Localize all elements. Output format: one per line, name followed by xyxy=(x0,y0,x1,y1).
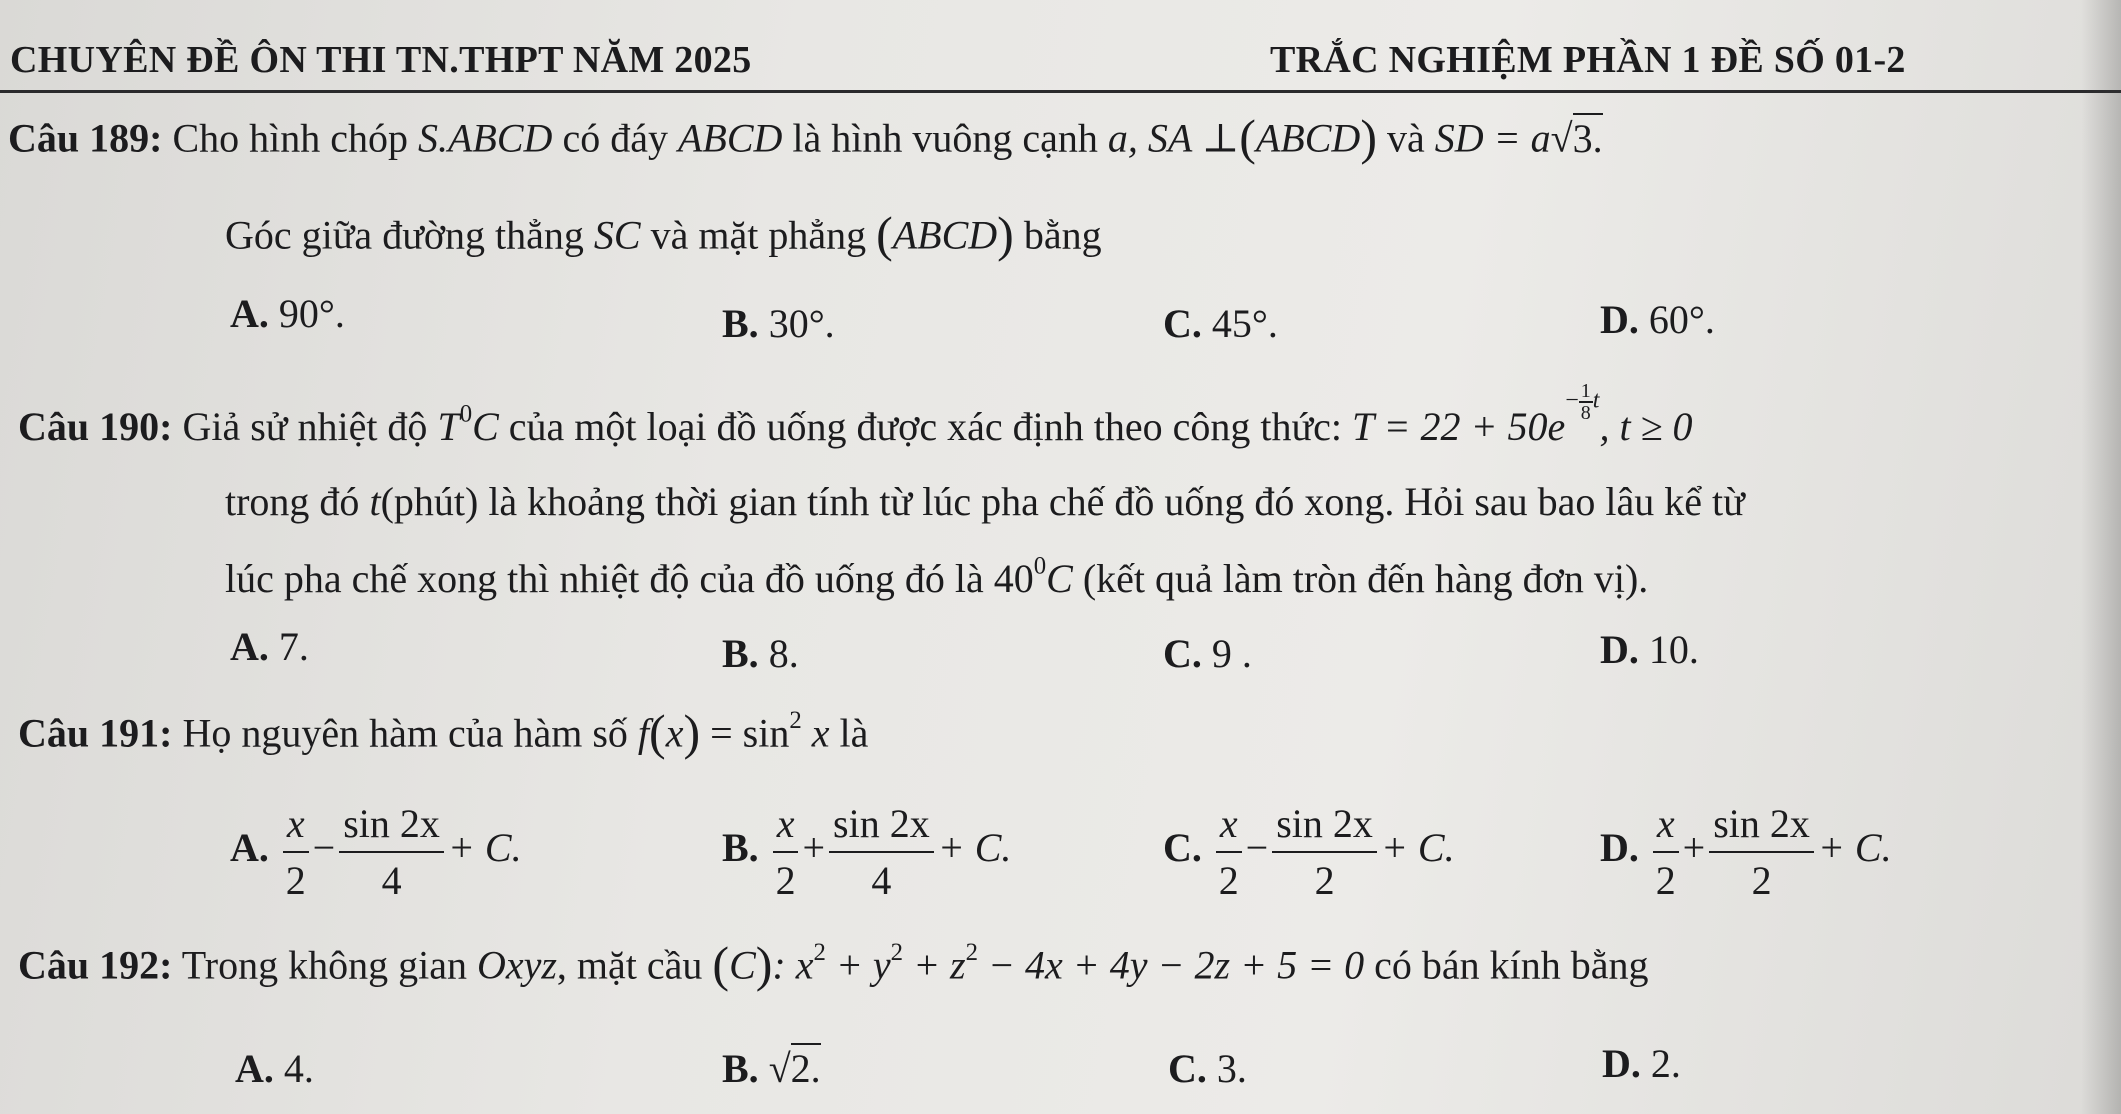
q189-sc: SC xyxy=(593,212,641,258)
q192-option-a xyxy=(235,1045,314,1092)
q191-opt-a-n1: x xyxy=(283,800,309,853)
q191-option-b xyxy=(722,800,1011,904)
q191-opt-c-d2: 2 xyxy=(1314,858,1335,903)
q189-cond2a: SD = a xyxy=(1434,115,1551,161)
page-edge-shadow xyxy=(2081,0,2121,1114)
q189-opt-d-label: D. xyxy=(1600,297,1639,342)
q191-opt-d-d2: 2 xyxy=(1751,858,1772,903)
q190-exp-num: 1 xyxy=(1580,380,1591,403)
q189-pyramid: S.ABCD xyxy=(418,115,553,161)
q189-option-d xyxy=(1600,296,1715,343)
q192-option-b xyxy=(722,1045,821,1092)
q191-opt-d-n2: sin 2x xyxy=(1709,800,1814,853)
q191-opt-c-n2: sin 2x xyxy=(1272,800,1377,853)
q191-pow: 2 xyxy=(789,706,802,734)
q191-opt-b-op: + xyxy=(802,825,826,871)
q190-opt-d-value: 10. xyxy=(1648,627,1699,672)
q191-opt-a-label: A. xyxy=(230,825,269,871)
q190-option-c xyxy=(1163,630,1252,677)
q192-eq-a: : x xyxy=(772,942,814,988)
q190-text-a: Giả sử nhiệt độ xyxy=(182,404,428,449)
q190-exp-fraction xyxy=(1579,381,1593,423)
q191-opt-d-frac1 xyxy=(1653,800,1679,904)
q189-line2-a: Góc giữa đường thẳng xyxy=(225,212,584,258)
q190-exp-minus: − xyxy=(1565,388,1579,414)
q190-line2: (phút) là khoảng thời gian tính từ lúc pha chế đồ uống đó xong. Hỏi sau bao lâu kể từ xyxy=(380,479,1745,524)
q192-option-c xyxy=(1168,1045,1247,1092)
sqrt-icon: √ xyxy=(768,1046,791,1091)
q191-opt-d-n1: x xyxy=(1653,800,1679,853)
q190-line3 xyxy=(225,552,1649,602)
q191-opt-a-tail: + C. xyxy=(447,825,522,871)
q191-opt-b-n1: x xyxy=(773,800,799,853)
q190-opt-a-value: 7. xyxy=(278,624,309,669)
q191-opt-b-n2: sin 2x xyxy=(829,800,934,853)
q192-opt-d-value: 2. xyxy=(1650,1041,1681,1086)
q192-pow-y: 2 xyxy=(890,938,904,966)
q191-opt-a-frac1 xyxy=(283,800,309,904)
q191-opt-a-frac2 xyxy=(339,800,444,904)
q192-pow-z: 2 xyxy=(965,938,979,966)
q190-opt-d-label: D. xyxy=(1600,627,1639,672)
q189-opt-c-label: C. xyxy=(1163,301,1202,346)
q191-text-a: Họ nguyên hàm của hàm số xyxy=(182,710,628,756)
q191-x: x xyxy=(811,710,830,756)
q189-text-d: và xyxy=(1386,115,1425,161)
q189-base: ABCD xyxy=(677,115,783,161)
q189-plane: ABCD xyxy=(1255,115,1361,161)
q191-opt-c-n1: x xyxy=(1216,800,1242,853)
q190-exp-var: t xyxy=(1592,388,1600,414)
q192-opt-d-label: D. xyxy=(1602,1041,1641,1086)
q189-line2-c: bằng xyxy=(1023,212,1102,258)
q192-sphere: C xyxy=(729,942,756,988)
q191-text-b: là xyxy=(839,710,869,756)
q190-exponent xyxy=(1565,381,1599,423)
q191-line1: Câu 191: Họ nguyên hàm của hàm số $f(x) = \sin^2 x$ là xyxy=(18,704,869,760)
q192-pow-x: 2 xyxy=(813,938,826,966)
q189-option-a xyxy=(230,290,345,337)
q190-option-a xyxy=(230,623,309,670)
header-divider xyxy=(0,90,2121,93)
q191-opt-b-frac1 xyxy=(773,800,799,904)
q191-number: Câu 191: xyxy=(18,710,173,756)
q191-opt-d-tail: + C. xyxy=(1817,825,1892,871)
q192-eq-b: + y xyxy=(825,942,891,988)
q190-line2 xyxy=(225,478,1745,525)
q189-text-b: có đáy xyxy=(562,115,668,161)
q189-text-c: là hình vuông cạnh xyxy=(792,115,1098,161)
q189-option-c xyxy=(1163,300,1278,347)
q190-line3-b: (kết quả làm tròn đến hàng đơn vị). xyxy=(1082,556,1649,601)
q191-opt-b-label: B. xyxy=(722,825,759,871)
q192-opt-a-label: A. xyxy=(235,1046,274,1091)
q192-opt-b-value: 2. xyxy=(791,1043,821,1091)
q192-opt-a-value: 4. xyxy=(283,1046,314,1091)
q189-opt-c-value: 45°. xyxy=(1211,301,1278,346)
q190-opt-c-label: C. xyxy=(1163,631,1202,676)
q189-text-a: Cho hình chóp xyxy=(172,115,408,161)
q190-formula-b: , t ≥ 0 xyxy=(1599,404,1693,449)
q191-opt-a-d1: 2 xyxy=(285,858,306,903)
q190-line3-deg: 0 xyxy=(1033,552,1047,580)
q192-opt-b-label: B. xyxy=(722,1046,759,1091)
q190-exp-den: 8 xyxy=(1580,402,1591,425)
q189-opt-d-value: 60°. xyxy=(1648,297,1715,342)
q192-option-d xyxy=(1602,1040,1681,1087)
q190-text-b: của một loại đồ uống được xác định theo công thức: xyxy=(508,404,1342,449)
q191-opt-c-tail: + C. xyxy=(1380,825,1455,871)
q191-opt-d-frac2 xyxy=(1709,800,1814,904)
q191-arg: x xyxy=(665,710,684,756)
q191-opt-b-d2: 4 xyxy=(871,858,892,903)
q190-temp-deg: 0 xyxy=(459,400,473,428)
q191-opt-d-op: + xyxy=(1682,825,1706,871)
q190-opt-b-value: 8. xyxy=(768,631,799,676)
q191-func: f xyxy=(637,710,650,756)
q191-opt-a-op: − xyxy=(312,825,336,871)
header-left-title: CHUYÊN ĐỀ ÔN THI TN.THPT NĂM 2025 xyxy=(10,39,752,81)
q192-text-a: Trong không gian xyxy=(181,942,467,988)
q191-opt-c-frac2 xyxy=(1272,800,1377,904)
q191-opt-c-label: C. xyxy=(1163,825,1202,871)
q191-eq: = sin xyxy=(710,710,790,756)
q190-formula-a: T = 22 + 50e xyxy=(1351,404,1566,449)
q190-temp-unit: C xyxy=(472,404,499,449)
q190-option-d xyxy=(1600,626,1699,673)
q191-opt-a-d2: 4 xyxy=(381,858,402,903)
q190-option-b xyxy=(722,630,799,677)
q192-line1: Câu 192: Trong không gian Oxyz, mặt cầu (C): $x^2 + y^2 + z^2 - 4x + 4y - 2z + 5 = 0$ có bán kính bằng xyxy=(18,936,1649,992)
q191-opt-a-n2: sin 2x xyxy=(339,800,444,853)
q189-opt-a-label: A. xyxy=(230,291,269,336)
q192-opt-c-value: 3. xyxy=(1216,1046,1247,1091)
q191-option-a xyxy=(230,800,522,904)
q190-opt-a-label: A. xyxy=(230,624,269,669)
q190-line3-a: lúc pha chế xong thì nhiệt độ của đồ uống đó là xyxy=(225,556,984,601)
q192-eq-d: − 4x + 4y − 2z + 5 = 0 xyxy=(978,942,1365,988)
q189-line2-b: và mặt phẳng xyxy=(650,212,867,258)
q190-line2-pre: trong đó xyxy=(225,479,360,524)
q192-space: Oxyz xyxy=(476,942,557,988)
q191-option-c xyxy=(1163,800,1455,904)
q190-line3-val: 40 xyxy=(993,556,1034,601)
q190-number: Câu 190: xyxy=(18,404,173,449)
q189-opt-a-value: 90°. xyxy=(278,291,345,336)
q191-opt-c-op: − xyxy=(1245,825,1269,871)
q189-plane2: ABCD xyxy=(892,212,998,258)
q189-cond1: a, SA ⊥ xyxy=(1107,115,1240,161)
q189-line2: Góc giữa đường thẳng SC và mặt phẳng (ABCD) bằng xyxy=(225,206,1102,262)
q192-text-b: , mặt cầu xyxy=(556,942,703,988)
q189-option-b xyxy=(722,300,835,347)
q189-line1: Câu 189: Cho hình chóp S.ABCD có đáy ABCD là hình vuông cạnh a, SA ⊥(ABCD) và SD = a√3. xyxy=(8,109,1603,165)
q191-opt-d-label: D. xyxy=(1600,825,1639,871)
q191-opt-b-tail: + C. xyxy=(937,825,1012,871)
q189-opt-b-value: 30°. xyxy=(768,301,835,346)
q190-temp-var: T xyxy=(437,404,460,449)
q192-number: Câu 192: xyxy=(18,942,173,988)
q190-line3-unit: C xyxy=(1046,556,1073,601)
q190-opt-c-value: 9 . xyxy=(1211,631,1252,676)
q191-option-d xyxy=(1600,800,1892,904)
q190-line1 xyxy=(18,380,1693,455)
q192-text-c: có bán kính bằng xyxy=(1374,942,1649,988)
q191-opt-c-d1: 2 xyxy=(1218,858,1239,903)
q189-cond2b: 3. xyxy=(1573,113,1603,161)
q190-opt-b-label: B. xyxy=(722,631,759,676)
q191-opt-b-frac2 xyxy=(829,800,934,904)
header-right-title: TRẮC NGHIỆM PHẦN 1 ĐỀ SỐ 01-2 xyxy=(1270,39,1906,81)
q189-opt-b-label: B. xyxy=(722,301,759,346)
q192-eq-c: + z xyxy=(903,942,966,988)
q191-opt-d-d1: 2 xyxy=(1655,858,1676,903)
q191-opt-c-frac1 xyxy=(1216,800,1242,904)
q189-number: Câu 189: xyxy=(8,115,163,161)
q190-line2-t: t xyxy=(369,479,381,524)
q191-opt-b-d1: 2 xyxy=(775,858,796,903)
q192-opt-c-label: C. xyxy=(1168,1046,1207,1091)
